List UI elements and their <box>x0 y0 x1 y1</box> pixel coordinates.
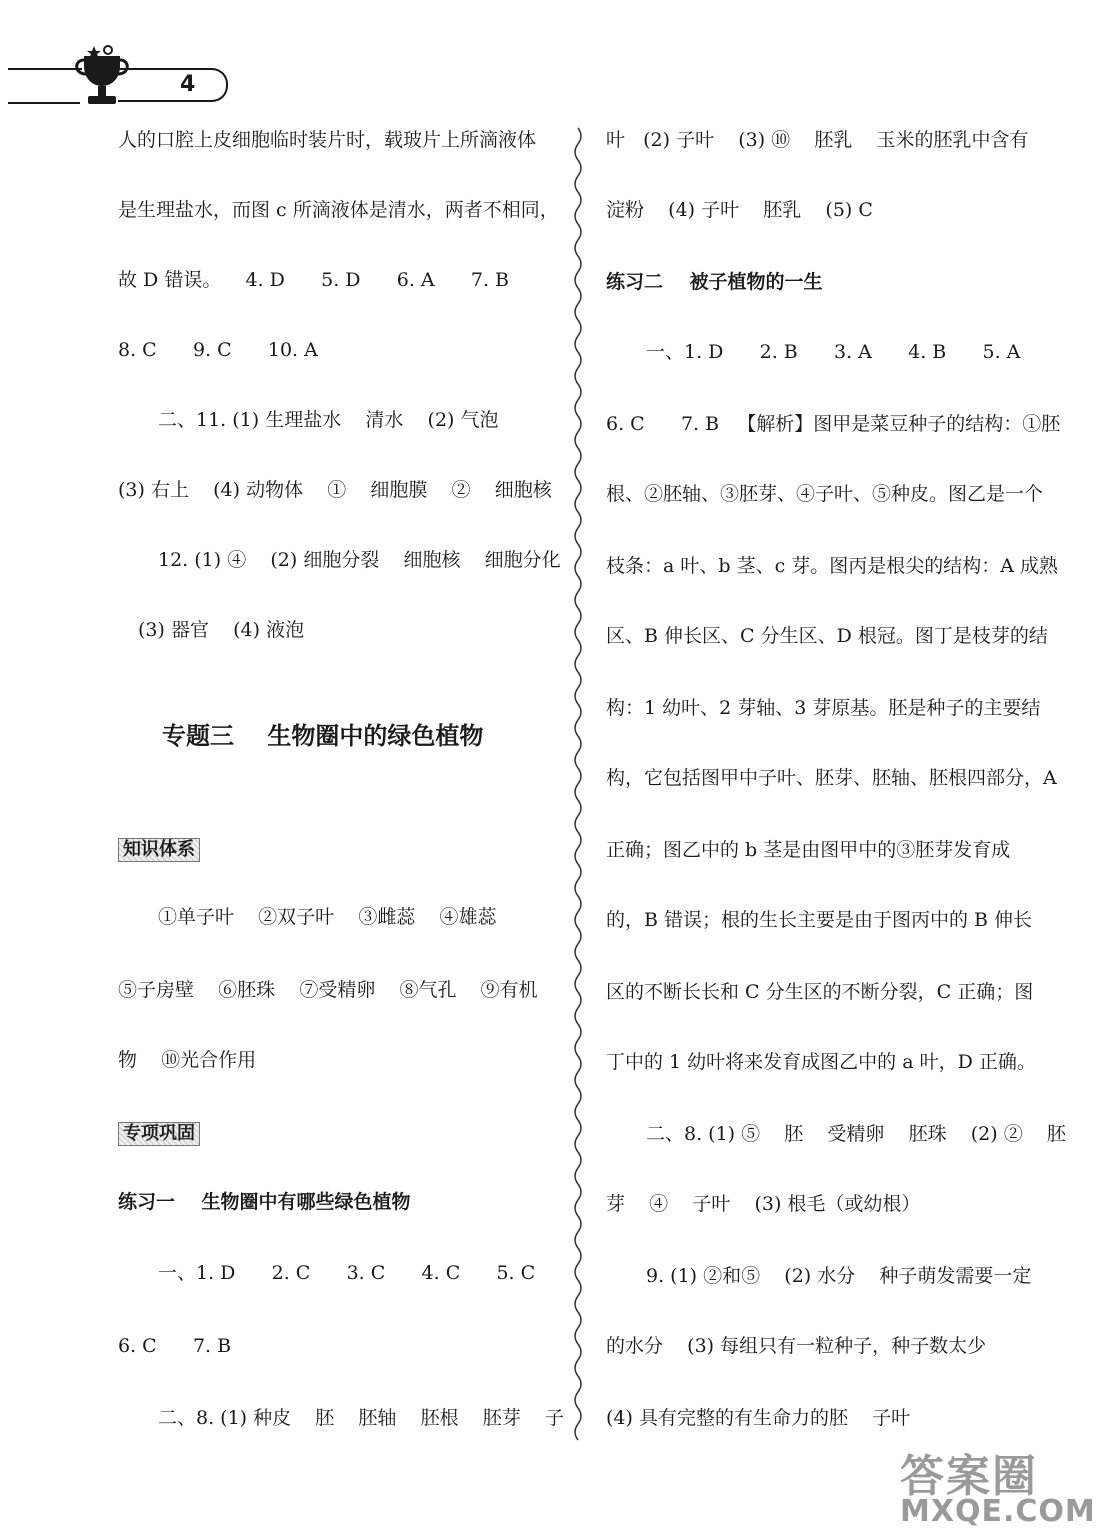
section-tag-consolidate: 专项巩固 <box>118 1122 200 1146</box>
page-number-tab <box>118 68 228 102</box>
right-text-line: 叶 (2) 子叶 (3) ⑩ 胚乳 玉米的胚乳中含有 <box>606 129 1029 151</box>
exercise-line: 正确；图乙中的 b 茎是由图甲中的③胚芽发育成 <box>606 839 1011 861</box>
left-text-line: (3) 右上 (4) 动物体 ① 细胞膜 ② 细胞核 <box>118 479 552 501</box>
exercise-line: 6. C 7. B 【解析】图甲是菜豆种子的结构：①胚 <box>606 413 1061 435</box>
section-tag-knowledge: 知识体系 <box>118 838 200 862</box>
knowledge-line: ①单子叶 ②双子叶 ③雌蕊 ④雄蕊 <box>158 906 497 928</box>
exercise-line: 构：1 幼叶、2 芽轴、3 芽原基。胚是种子的主要结 <box>606 697 1041 719</box>
exercise-line: 区、B 伸长区、C 分生区、D 根冠。图丁是枝芽的结 <box>606 625 1048 647</box>
left-text-line: 8. C 9. C 10. A <box>118 339 318 361</box>
exercise-line: 区的不断长长和 C 分生区的不断分裂，C 正确；图 <box>606 981 1034 1003</box>
column-divider <box>566 128 590 1428</box>
page-number: 4 <box>180 72 196 97</box>
knowledge-line: 物 ⑩光合作用 <box>118 1049 257 1071</box>
left-text-line: 是生理盐水，而图 c 所滴液体是清水，两者不相同， <box>118 199 559 221</box>
knowledge-line: ⑤子房壁 ⑥胚珠 ⑦受精卵 ⑧气孔 ⑨有机 <box>118 979 538 1001</box>
exercise-line: 6. C 7. B <box>118 1335 232 1357</box>
exercise-line: 的，B 错误；根的生长主要是由于图丙中的 B 伸长 <box>606 909 1033 931</box>
exercise-line: 二、8. (1) ⑤ 胚 受精卵 胚珠 (2) ② 胚 <box>646 1123 1066 1145</box>
exercise-line: 丁中的 1 幼叶将来发育成图乙中的 a 叶，D 正确。 <box>606 1051 1036 1073</box>
watermark-logo: 答案圈 <box>900 1451 1038 1502</box>
exercise-line: 二、8. (1) 种皮 胚 胚轴 胚根 胚芽 子 <box>158 1407 564 1429</box>
exercise-line: 根、②胚轴、③胚芽、④子叶、⑤种皮。图乙是一个 <box>606 483 1044 505</box>
left-text-line: 故 D 错误。 4. D 5. D 6. A 7. B <box>118 269 510 291</box>
watermark-url: MXQE.COM <box>900 1494 1096 1529</box>
left-text-line: 人的口腔上皮细胞临时装片时，载玻片上所滴液体 <box>118 129 537 151</box>
exercise-line: 9. (1) ②和⑤ (2) 水分 种子萌发需要一定 <box>646 1265 1032 1287</box>
exercise-line: 枝条：a 叶、b 茎、c 芽。图丙是根尖的结构：A 成熟 <box>606 555 1059 577</box>
left-text-line: 二、11. (1) 生理盐水 清水 (2) 气泡 <box>158 409 499 431</box>
exercise-line: (4) 具有完整的有生命力的胚 子叶 <box>606 1407 911 1429</box>
exercise-line: 的水分 (3) 每组只有一粒种子，种子数太少 <box>606 1335 987 1357</box>
left-text-line: (3) 器官 (4) 液泡 <box>138 619 305 641</box>
right-text-line: 淀粉 (4) 子叶 胚乳 (5) C <box>606 199 873 221</box>
topic-title: 专题三 生物圈中的绿色植物 <box>162 722 484 750</box>
left-text-line: 12. (1) ④ (2) 细胞分裂 细胞核 细胞分化 <box>158 549 561 571</box>
exercise-line: 构，它包括图甲中子叶、胚芽、胚轴、胚根四部分，A <box>606 767 1057 789</box>
exercise-title: 练习二 被子植物的一生 <box>606 271 823 293</box>
exercise-line: 一、1. D 2. B 3. A 4. B 5. A <box>646 341 1021 363</box>
exercise-title: 练习一 生物圈中有哪些绿色植物 <box>118 1191 411 1213</box>
exercise-line: 芽 ④ 子叶 (3) 根毛（或幼根） <box>606 1193 921 1215</box>
exercise-line: 一、1. D 2. C 3. C 4. C 5. C <box>158 1262 536 1284</box>
